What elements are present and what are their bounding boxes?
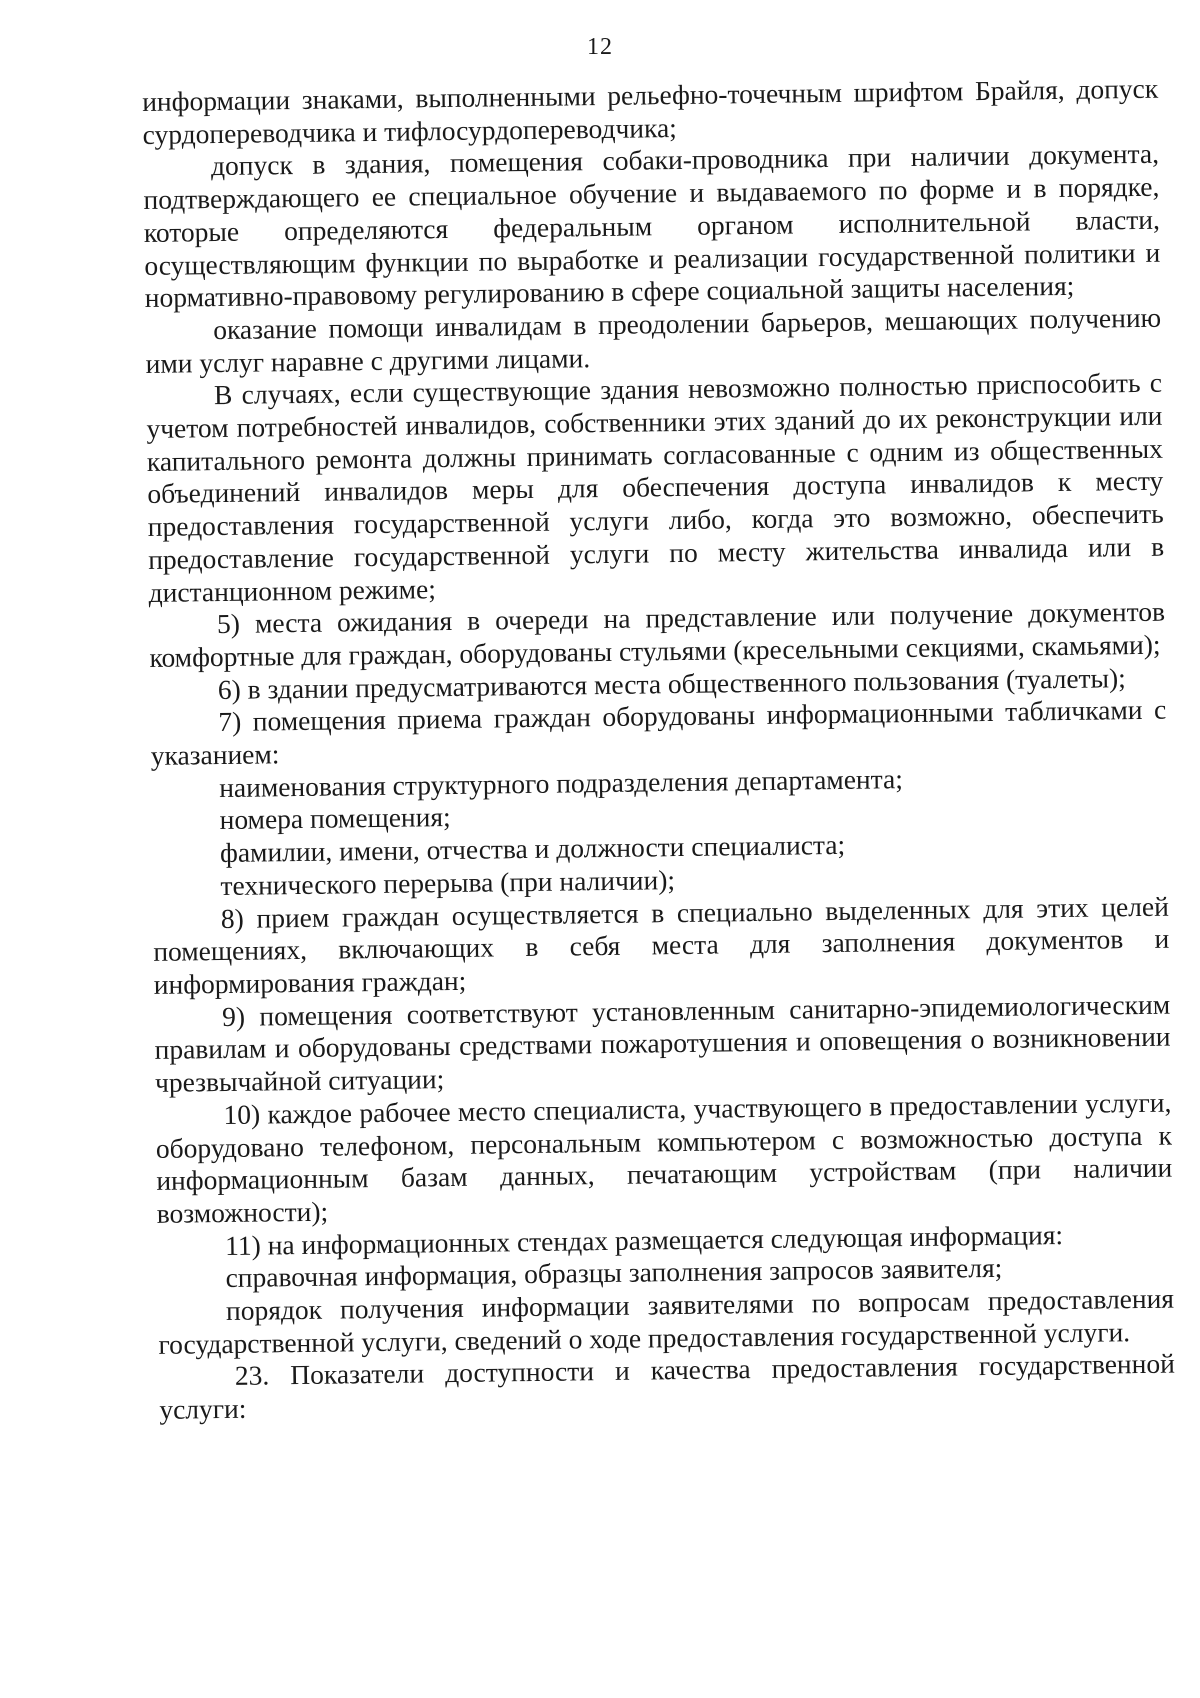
paragraph-assistance: оказание помощи инвалидам в преодолении барьеров, мешающих получению ими услуг наравне с другими лицами. — [145, 301, 1162, 379]
paragraph-guide-dog: допуск в здания, помещения собаки-проводника при наличии документа, подтверждающего ее специальное обучение и выдаваемого по форме и в порядке, которые определяются федеральным органом исполнительной власти, осуществляющим функции по выработке и реализации государственной политики и нормативно-правовому регулированию в сфере социальной защиты населения; — [143, 138, 1161, 314]
list-item-department-name: наименования структурного подразделения департамента; — [218, 762, 904, 803]
paragraph-braille-access: информации знаками, выполненными рельефно-точечным шрифтом Брайля, допуск сурдопереводчика и тифлосурдопереводчика; — [142, 72, 1159, 150]
paragraph-item-9: 9) помещения соответствуют установленным санитарно-эпидемиологическим правилам и оборудованы средствами пожаротушения и оповещения о возникновении чрезвычайной ситуации; — [154, 988, 1171, 1099]
list-item-reference-info: справочная информация, образцы заполнения запросов заявителя; — [225, 1252, 1003, 1294]
paragraph-building-adaptation: В случаях, если существующие здания невозможно полностью приспособить с учетом потребностей инвалидов, собственники этих зданий до их реконструкции или капитального ремонта должны принимать согласованные с одним из общественных объединений инвалидов меры для обеспечения доступа инвалидов к месту предоставления государственной услуги либо, когда это возможно, обеспечить предоставление государственной услуги по месту жительства инвалида или в дистанционном режиме; — [146, 367, 1165, 608]
list-item-room-number: номера помещения; — [219, 801, 451, 836]
paragraph-item-10: 10) каждое рабочее место специалиста, участвующего в предоставлении услуги, оборудовано телефоном, персональным компьютером с возможностью доступа к информационным базам данных, печатающим устройствам (при наличии возможности); — [155, 1086, 1173, 1229]
document-body — [142, 73, 1175, 1427]
paragraph-item-11: 11) на информационных стендах размещается следующая информация: — [224, 1218, 1064, 1261]
list-item-specialist: фамилии, имени, отчества и должности специалиста; — [219, 829, 846, 869]
paragraph-item-6: 6) в здании предусматриваются места общественного пользования (туалеты); — [217, 661, 1127, 705]
paragraph-item-7: 7) помещения приема граждан оборудованы информационными табличками с указанием: — [150, 694, 1167, 772]
list-item-break: технического перерыва (при наличии); — [220, 863, 676, 901]
list-item-info-procedure: порядок получения информации заявителями по вопросам предоставления государственной услуги, сведений о ходе предоставления государственной услуги. — [158, 1282, 1175, 1360]
page-number: 12 — [587, 34, 613, 60]
section-23-heading: 23. Показатели доступности и качества предоставления государственной услуги: — [159, 1348, 1176, 1426]
paragraph-item-5: 5) места ожидания в очереди на представление или получение документов комфортные для граждан, оборудованы стульями (кресельными секциями, скамьями); — [149, 595, 1166, 673]
paragraph-item-8: 8) прием граждан осуществляется в специально выделенных для этих целей помещениях, включающих в себя места для заполнения документов и информирования граждан; — [153, 890, 1170, 1000]
